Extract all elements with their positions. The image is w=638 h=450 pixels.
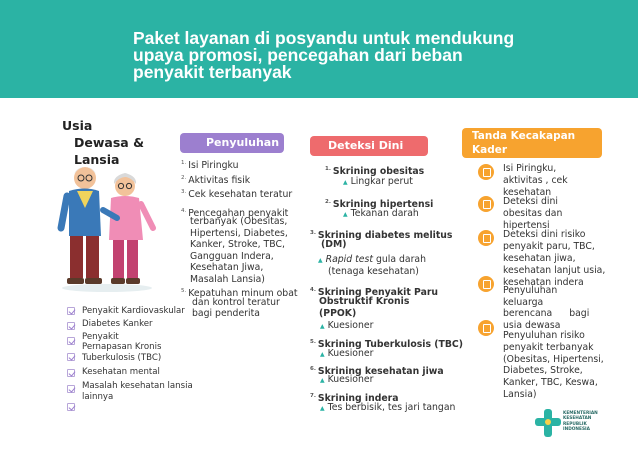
list-item: Diabetes Kanker <box>82 319 153 329</box>
list-item: $^{5.}$ Skrining Tuberkulosis (TBC) <box>310 339 463 351</box>
list-item-line: kesehatan lanjut usia, <box>503 265 606 276</box>
checkbox-icon <box>67 307 75 315</box>
list-item: $^{5.}$ Kepatuhan minum obat <box>181 288 298 300</box>
checkbox-icon <box>67 369 75 377</box>
triangle-icon: ▲ <box>318 257 323 264</box>
logo-text <box>563 411 598 432</box>
tanda-kecakapan-kader-header <box>462 128 602 158</box>
logo-line: REPUBLIK <box>563 421 587 427</box>
list-item: Penyuluhan risiko <box>503 330 585 341</box>
list-item: $^{4.}$ Pencegahan penyakit <box>181 208 289 220</box>
kemenkes-logo-mark <box>535 407 561 439</box>
title-line: upaya promosi, pencegahan dari beban <box>133 45 463 65</box>
title-line: Paket layanan di posyandu untuk mendukung <box>133 28 515 48</box>
list-item: $^{1.}$ Skrining obesitas <box>325 166 425 178</box>
deteksi-dini-header: Deteksi Dini <box>310 136 428 156</box>
list-item-line: dan kontrol teratur <box>192 297 280 308</box>
checkbox-icon <box>67 403 75 411</box>
audience-line: Lansia <box>74 152 120 167</box>
list-item-sub: ▲ Kuesioner <box>320 320 374 331</box>
list-item-line: Pernapasan Kronis <box>82 342 162 352</box>
list-item-line: Hipertensi, Diabetes, <box>190 228 288 239</box>
list-item-line: obesitas dan <box>503 208 563 219</box>
list-item: Isi Piringku, <box>503 163 557 174</box>
list-item: $^{7.}$ Skrining indera <box>310 393 399 405</box>
triangle-icon: ▲ <box>320 377 325 384</box>
list-item: Kesehatan mental <box>82 367 160 377</box>
checkbox-icon <box>67 385 75 393</box>
title-line: penyakit terbanyak <box>133 62 292 82</box>
checkbox-icon <box>67 322 75 330</box>
list-item-sub: ▲ Kuesioner <box>320 348 374 359</box>
list-item-line: berencana bagi <box>503 308 590 319</box>
syringe-icon <box>478 196 494 212</box>
kader-header-line: Tanda Kecakapan <box>472 130 576 142</box>
triangle-icon: ▲ <box>343 179 348 186</box>
logo-line: INDONESIA <box>563 426 590 432</box>
kemenkes-logo <box>535 407 615 441</box>
penyuluhan-header: Penyuluhan <box>180 133 284 153</box>
list-item-sub: ▲ Kuesioner <box>320 374 374 385</box>
list-item-sub: ▲ Tekanan darah <box>343 208 419 219</box>
list-item-line: bagi penderita <box>192 308 260 319</box>
calendar-icon <box>478 276 494 292</box>
group-icon <box>478 320 494 336</box>
list-item-line: kesehatan jiwa, <box>503 253 576 264</box>
list-item: Deteksi dini <box>503 196 558 207</box>
list-item-line: (DM) <box>321 239 347 250</box>
triangle-icon: ▲ <box>320 323 325 330</box>
magnifier-icon <box>478 230 494 246</box>
list-item-line: Obstruktif Kronis <box>319 296 410 307</box>
list-item-line: keluarga <box>503 297 544 308</box>
list-item-line: Diabetes, Stroke, <box>503 365 583 376</box>
list-item-line: Lansia) <box>503 389 537 400</box>
triangle-icon: ▲ <box>343 211 348 218</box>
list-item: Deteksi dini risiko <box>503 229 586 240</box>
list-item-line: lainnya <box>82 392 114 402</box>
triangle-icon: ▲ <box>320 405 325 412</box>
list-item-line: terbanyak (Obesitas, <box>190 216 288 227</box>
elderly-couple-illustration <box>55 158 160 293</box>
list-item: Masalah kesehatan lansia <box>82 381 193 391</box>
page-title <box>133 30 553 81</box>
list-item-line: Kanker, Stroke, TBC, <box>190 239 285 250</box>
list-item-line: Gangguan Indera, <box>190 251 274 262</box>
list-item: $^{2.}$ Skrining hipertensi <box>325 199 434 211</box>
list-item-line: (Obesitas, Hipertensi, <box>503 354 604 365</box>
list-item-line: kesehatan <box>503 187 552 198</box>
list-item-sub: ▲ Tes berbisik, tes jari tangan <box>320 402 456 413</box>
checkbox-icon <box>67 337 75 345</box>
list-item: $^{4.}$ Skrining Penyakit Paru <box>310 287 439 299</box>
list-item: Tuberkulosis (TBC) <box>82 353 162 363</box>
audience-line: Dewasa & <box>74 135 144 150</box>
list-item: $^{6.}$ Skrining kesehatan jiwa <box>310 366 444 378</box>
list-item: $^{1.}$ Isi Piringku <box>181 160 239 172</box>
plate-icon <box>478 164 494 180</box>
kader-header-line: Kader <box>472 144 508 156</box>
list-item-line: penyakit paru, TBC, <box>503 241 595 252</box>
list-item-line: (PPOK) <box>319 308 357 319</box>
header-banner <box>0 0 638 98</box>
list-item-sub: ▲ Lingkar perut <box>343 176 413 187</box>
list-item-line: kesehatan indera <box>503 277 584 288</box>
list-item: Penyuluhan <box>503 285 558 296</box>
list-item-line: Kesehatan Jiwa, <box>190 262 264 273</box>
list-item: $^{3.}$ Skrining diabetes melitus <box>310 230 453 242</box>
list-item-sub: ▲ Rapid test gula darah <box>318 254 426 265</box>
list-item-line: (tenaga kesehatan) <box>328 266 419 277</box>
list-item-line: hipertensi <box>503 220 550 231</box>
list-item: $^{2.}$ Aktivitas fisik <box>181 175 251 187</box>
list-item: Penyakit Kardiovaskular <box>82 306 185 316</box>
list-item: Penyakit <box>82 332 119 342</box>
logo-line: KESEHATAN <box>563 416 592 422</box>
checkbox-icon <box>67 353 75 361</box>
list-item-line: Kanker, TBC, Keswa, <box>503 377 598 388</box>
list-item-line: aktivitas , cek <box>503 175 568 186</box>
logo-line: KEMENTERIAN <box>563 411 598 416</box>
triangle-icon: ▲ <box>320 351 325 358</box>
list-item: $^{3.}$ Cek kesehatan teratur <box>181 189 293 201</box>
list-item-line: Masalah Lansia) <box>190 274 265 285</box>
list-item-line: penyakit terbanyak <box>503 342 594 353</box>
audience-line: Usia <box>62 118 93 133</box>
list-item-line: usia dewasa <box>503 320 561 331</box>
